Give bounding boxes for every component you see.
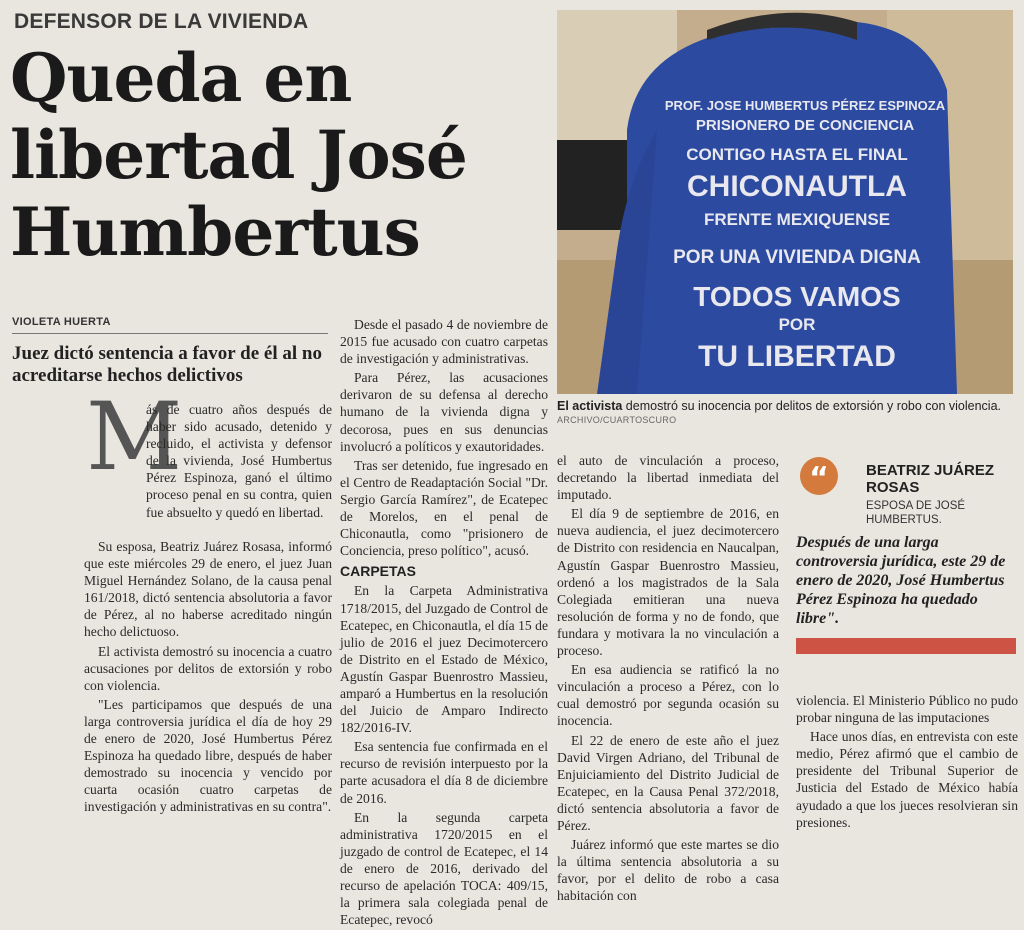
article-photo [557, 10, 1013, 394]
pull-quote-text: Después de una larga controversia jurídica, este 29 de enero de 2020, José Humbertus Pérez Espinoza ha quedado libre". [796, 534, 1006, 627]
headline-line-3: Humbertus [10, 193, 420, 271]
shirt-text-8: POR [778, 315, 816, 334]
paragraph: El activista demostró su inocencia a cuatro acusaciones por delitos de extorsión y robo con violencia. [84, 643, 332, 693]
subhead-carpetas: CARPETAS [340, 563, 416, 580]
caption-rest: demostró su inocencia por delitos de extorsión y robo con violencia. [622, 399, 1002, 413]
paragraph: el auto de vinculación a proceso, decretando la libertad inmediata del imputado. [557, 453, 779, 503]
quote-author-line-2: ROSAS [866, 479, 920, 496]
quote-author-line-1: BEATRIZ JUÁREZ [866, 462, 995, 479]
kicker: DEFENSOR DE LA VIVIENDA [14, 10, 309, 33]
quote-icon: “ [800, 457, 838, 495]
quote-author-role [866, 499, 965, 527]
paragraph: Desde el pasado 4 de noviembre de 2015 fue acusado con cuatro carpetas de investigación y administrativas. [340, 317, 548, 367]
photo-illustration [557, 10, 1013, 394]
shirt-text-1: PROF. JOSE HUMBERTUS PÉREZ ESPINOZA [664, 98, 946, 113]
byline-rule [12, 333, 328, 334]
photo-caption [557, 399, 1017, 413]
paragraph: Para Pérez, las acusaciones derivaron de su defensa al derecho humano de la vivienda digna y decorosa, pues en sus denuncias involucró a políticos y exautoridades. [340, 370, 548, 454]
shirt-text-3: CONTIGO HASTA EL FINAL [686, 145, 908, 164]
paragraph: En esa audiencia se ratificó la no vinculación a proceso a Pérez, con lo cual demostró por segunda ocasión su inocencia. [557, 662, 779, 729]
shirt-text-4: CHICONAUTLA [687, 170, 907, 203]
headline-line-1: Queda en [10, 39, 352, 117]
quote-role-line-2: HUMBERTUS. [866, 514, 942, 526]
paragraph: El 22 de enero de este año el juez David Virgen Adriano, del Tribunal de Enjuiciamiento del Distrito Judicial de Ecatepec, en la Causa Penal 372/2018, dictó sentencia absolutoria a favor de Pérez. [557, 732, 779, 833]
shirt-text-6: POR UNA VIVIENDA DIGNA [673, 247, 921, 268]
quote-author [866, 462, 994, 496]
shirt-text-7: TODOS VAMOS [693, 281, 901, 312]
headline [10, 40, 545, 271]
shirt-text-5: FRENTE MEXIQUENSE [703, 210, 891, 229]
paragraph: El día 9 de septiembre de 2016, en nueva audiencia, el juez decimotercero de Distrito con residencia en Naucalpan, Agustín Gaspar Buenrostro Massieu, ordenó a los magistrados de la Sala Colegiada emitieran una nueva resolución de forma y no de fondo, que fundara y motivara la no vinculación a proceso. [557, 506, 779, 659]
paragraph: ás de cuatro años después de haber sido acusado, detenido y recluido, el activista y defensor de la vivienda, José Humbertus Pérez Espinoza, ganó el último proceso penal en su contra, quien fue absuelto y quedó en libertad. [146, 402, 332, 520]
pull-quote-bar [796, 638, 1016, 654]
deck: Juez dictó sentencia a favor de él al no acreditarse hechos delictivos [12, 343, 322, 386]
column-3 [557, 452, 779, 906]
column-1 [84, 538, 332, 818]
column-2 [340, 316, 548, 930]
paragraph: Esa sentencia fue confirmada en el recurso de revisión interpuesto por la parte acusadora el día 8 de diciembre de 2016. [340, 739, 548, 806]
column-4 [796, 692, 1018, 833]
shirt-text-2: PRISIONERO DE CONCIENCIA [695, 117, 915, 134]
quote-role-line-1: ESPOSA DE JOSÉ [866, 500, 966, 512]
caption-lead: El activista [557, 399, 623, 413]
byline: VIOLETA HUERTA [12, 316, 111, 328]
dropcap: M [86, 383, 183, 492]
paragraph: "Les participamos que después de una larga controversia jurídica el día de hoy 29 de enero de 2020, José Humbertus Pérez Espinoza ha quedado libre, después de haber demostrado su inocencia y vencido por cuarta ocasión cuatro carpetas de investigación y administrativas en su contra". [84, 696, 332, 815]
paragraph: Hace unos días, en entrevista con este medio, Pérez afirmó que el cambio de presidente del Tribunal Superior de Justicia del Estado de México había ayudado a que los jueces resolvieran sin presiones. [796, 729, 1018, 830]
photo-credit: ARCHIVO/CUARTOSCURO [557, 415, 677, 425]
column-1-intro [146, 401, 332, 539]
paragraph: violencia. El Ministerio Público no pudo probar ninguna de las imputaciones [796, 693, 1018, 726]
paragraph: Su esposa, Beatriz Juárez Rosasa, informó que este miércoles 29 de enero, el juez Juan Miguel Hernández Solano, de la causa penal 161/2018, dictó sentencia absolutoria a favor de Pérez, al no haberse acreditado ningún hecho delictuoso. [84, 539, 332, 640]
paragraph: En la segunda carpeta administrativa 1720/2015 en el juzgado de control de Ecatepec, el 14 de enero de 2016, derivado del recurso de apelación TOCA: 409/15, la primera sala colegiada penal de Ecatepec, revocó [340, 809, 548, 928]
shirt-text-9: TU LIBERTAD [698, 340, 896, 373]
paragraph: Tras ser detenido, fue ingresado en el Centro de Readaptación Social "Dr. Sergio García Ramírez", de Ecatepec de Morelos, en el penal de Chiconautla, como "prisionero de Conciencia, preso político", acusó. [340, 457, 548, 559]
headline-line-2: libertad José [10, 116, 467, 194]
paragraph: En la Carpeta Administrativa 1718/2015, del Juzgado de Control de Ecatepec, en Chiconautla, el día 15 de julio de 2016 el juez Decimotercero de Distrito en el Estado de México, Agustín Gaspar Buenrostro Massieu, amparó a Humbertus en la resolución del Juicio de Amparo Indirecto 182/2016-IV. [340, 583, 548, 736]
paragraph: Juárez informó que este martes se dio la última sentencia absolutoria a su favor, por el delito de robo a casa habitación con [557, 837, 779, 904]
